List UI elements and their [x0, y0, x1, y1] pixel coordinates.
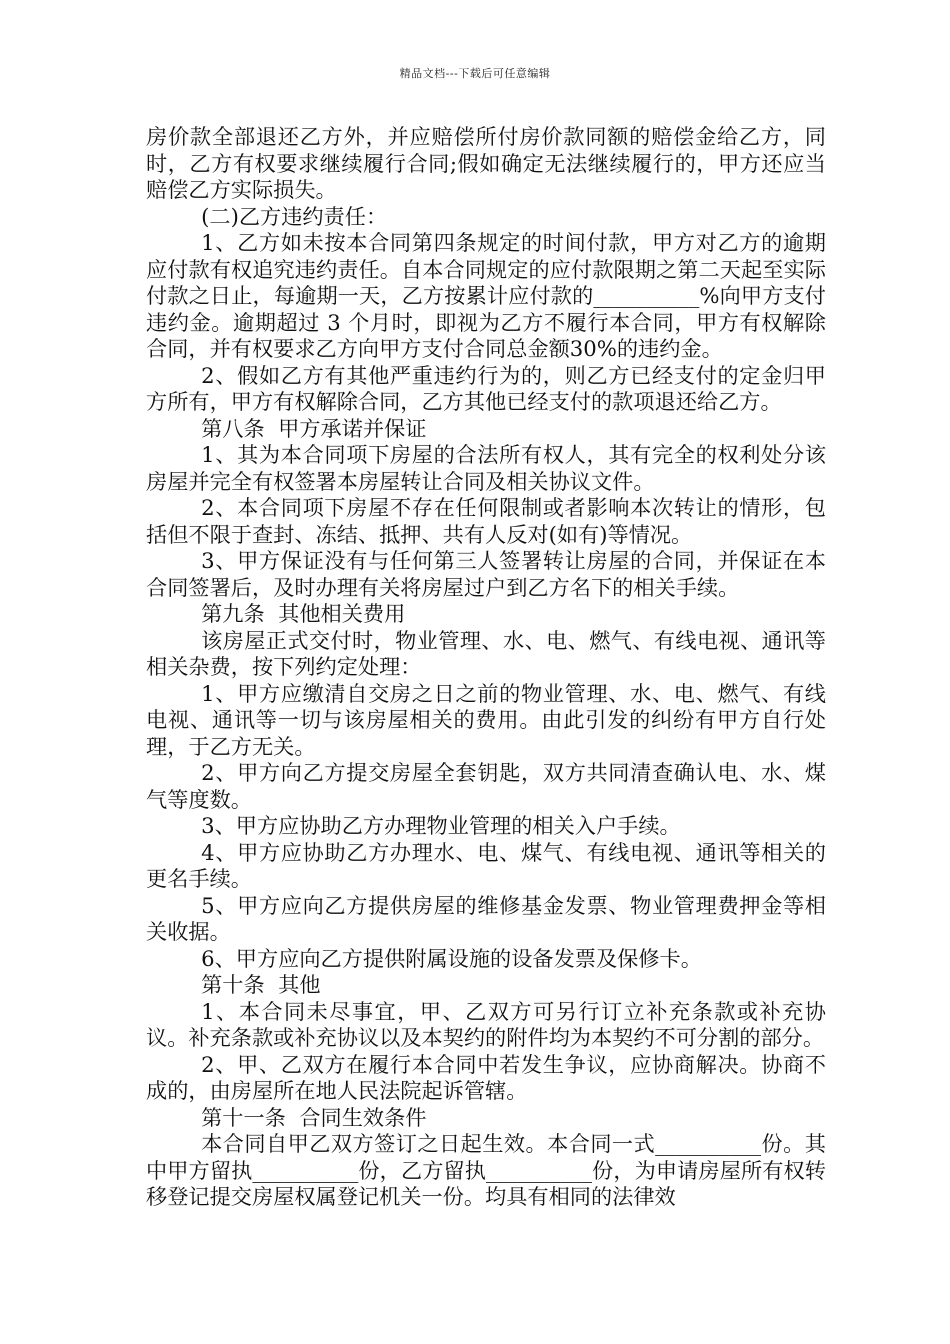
paragraph: 2、假如乙方有其他严重违约行为的，则乙方已经支付的定金归甲方所有，甲方有权解除合同，乙方其他已经支付的款项退还给乙方。 [146, 362, 826, 414]
article-heading: 第九条 其他相关费用 [201, 601, 406, 626]
paragraph: 1、其为本合同项下房屋的合法所有权人，其有完全的权利处分该房屋并完全有权签署本房屋转让合同及相关协议文件。 [146, 442, 826, 494]
paragraph: 5、甲方应向乙方提供房屋的维修基金发票、物业管理费押金等相关收据。 [146, 892, 826, 944]
paragraph: 1、乙方如未按本合同第四条规定的时间付款，甲方对乙方的逾期应付款有权追究违约责任。自本合同规定的应付款限期之第二天起至实际付款之日止，每逾期一天，乙方按累计应付款的__________%向甲方支付违约金。逾期超过 3 个月时，即视为乙方不履行本合同，甲方有权解除合同，并有权要求乙方向甲方支付合同总金额30%的违约金。 [146, 230, 826, 361]
paragraph: 1、甲方应缴清自交房之日之前的物业管理、水、电、燃气、有线电视、通讯等一切与该房屋相关的费用。由此引发的纠纷有甲方自行处理，于乙方无关。 [146, 680, 826, 759]
article-heading: 第十条 其他 [201, 972, 321, 997]
paragraph: 房价款全部退还乙方外，并应赔偿所付房价款同额的赔偿金给乙方，同时，乙方有权要求继续履行合同;假如确定无法继续履行的，甲方还应当赔偿乙方实际损失。 [146, 124, 826, 202]
paragraph: 3、甲方应协助乙方办理物业管理的相关入户手续。 [201, 813, 681, 838]
paragraph: 3、甲方保证没有与任何第三人签署转让房屋的合同，并保证在本合同签署后，及时办理有关将房屋过户到乙方名下的相关手续。 [146, 548, 826, 600]
section-heading: (二)乙方违约责任： [201, 203, 388, 229]
paragraph: 6、甲方应向乙方提供附属设施的设备发票及保修卡。 [201, 945, 702, 971]
article-heading: 第八条 甲方承诺并保证 [201, 415, 427, 441]
paragraph: 4、甲方应协助乙方办理水、电、煤气、有线电视、通讯等相关的更名手续。 [146, 839, 826, 891]
paragraph: 2、甲方向乙方提交房屋全套钥匙，双方共同清查确认电、水、煤气等度数。 [146, 760, 826, 812]
paragraph: 2、甲、乙双方在履行本合同中若发生争议，应协商解决。协商不成的，由房屋所在地人民法院起诉管辖。 [146, 1051, 826, 1103]
paragraph: 该房屋正式交付时，物业管理、水、电、燃气、有线电视、通讯等相关杂费，按下列约定处理： [146, 627, 826, 679]
paragraph: 本合同自甲乙双方签订之日起生效。本合同一式__________份。其中甲方留执__________份，乙方留执__________份，为申请房屋所有权转移登记提交房屋权属登记机关一份。均具有相同的法律效 [146, 1131, 826, 1209]
document-body [146, 124, 826, 1211]
paragraph: 2、本合同项下房屋不存在任何限制或者影响本次转让的情形，包括但不限于查封、冻结、抵押、共有人反对(如有)等情况。 [146, 495, 826, 547]
article-heading: 第十一条 合同生效条件 [201, 1104, 427, 1130]
page-header: 精品文档---下载后可任意编辑 [399, 67, 551, 80]
paragraph: 1、本合同未尽事宜，甲、乙双方可另行订立补充条款或补充协议。补充条款或补充协议以及本契约的附件均为本契约不可分割的部分。 [146, 998, 826, 1050]
